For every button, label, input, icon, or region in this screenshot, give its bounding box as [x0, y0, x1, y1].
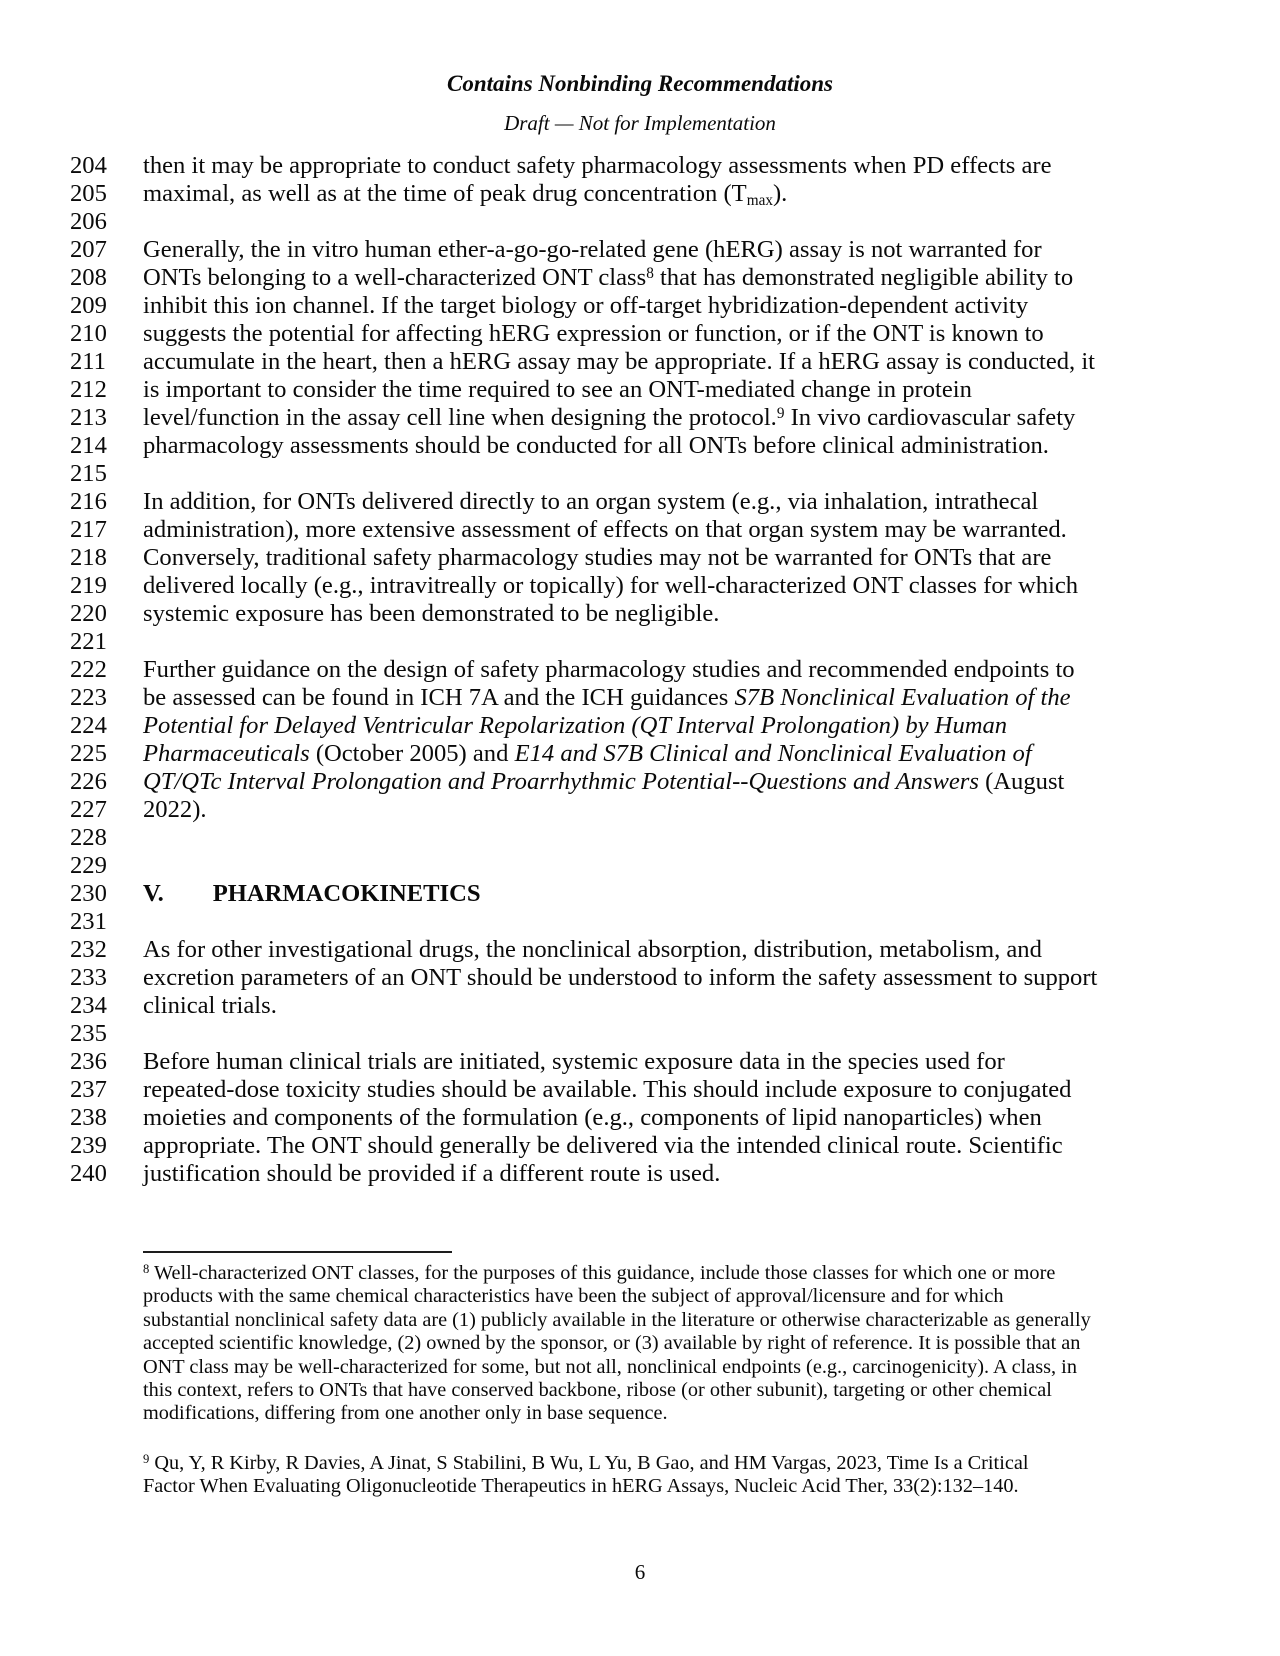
text-segment: accumulate in the heart, then a hERG assay may be appropriate. If a hERG assay is conducted, it: [143, 348, 1095, 375]
line-number: 211: [70, 348, 106, 375]
text-segment: ).: [772, 180, 788, 207]
line-number: 210: [70, 320, 107, 347]
line-text: [143, 1076, 1071, 1104]
text-segment: Further guidance on the design of safety pharmacology studies and recommended endpoints to: [143, 656, 1075, 683]
line-number: 232: [70, 936, 107, 963]
text-segment: level/function in the assay cell line when designing the protocol.: [143, 404, 777, 431]
text-segment: then it may be appropriate to conduct safety pharmacology assessments when PD effects are: [143, 152, 1052, 179]
text-segment: (August: [978, 768, 1065, 795]
page-number: 6: [634, 1560, 646, 1584]
text-segment: QT/QTc Interval Prolongation and Proarrhythmic Potential--Questions and Answers: [143, 768, 979, 795]
line-text: [143, 488, 1038, 516]
line-number: 217: [70, 516, 107, 543]
body-line: [0, 572, 1280, 600]
line-number: 234: [70, 992, 107, 1019]
text-segment: systemic exposure has been demonstrated to be negligible.: [143, 600, 720, 627]
text-segment: appropriate. The ONT should generally be delivered via the intended clinical route. Scientific: [143, 1132, 1063, 1159]
text-segment: be assessed can be found in ICH 7A and the ICH guidances: [143, 684, 735, 711]
line-text: [143, 320, 1044, 348]
body-line: [0, 488, 1280, 516]
line-text: [143, 236, 1042, 264]
body-line: [0, 936, 1280, 964]
footnotes-block: [143, 1262, 1183, 1499]
line-text: [143, 712, 1007, 740]
body-line: [0, 236, 1280, 264]
text-segment: 8: [646, 264, 654, 282]
footnote: [143, 1262, 1183, 1426]
text-segment: As for other investigational drugs, the nonclinical absorption, distribution, metabolism, and: [143, 936, 1042, 963]
line-number: 226: [70, 768, 107, 795]
line-text: [143, 768, 1064, 796]
body-line: [0, 824, 1280, 852]
footnote-line: $^9$ Qu, Y, R Kirby, R Davies, A Jinat, S Stabilini, B Wu, L Yu, B Gao, and HM Vargas, 2023, Time Is a Critical: [143, 1451, 1029, 1474]
text-segment: S7B Nonclinical Evaluation of the: [734, 684, 1071, 711]
text-segment: E14 and S7B Clinical and Nonclinical Evaluation of: [514, 740, 1032, 767]
header-subtitle: Draft — Not for Implementation: [504, 111, 776, 135]
body-line: [0, 348, 1280, 376]
line-number: 223: [70, 684, 107, 711]
line-number: 221: [70, 628, 107, 655]
line-number: 230: [70, 880, 107, 907]
text-segment: administration), more extensive assessment of effects on that organ system may be warranted.: [143, 516, 1067, 543]
line-number: 204: [70, 152, 107, 179]
body-line: [0, 712, 1280, 740]
body-line: [0, 208, 1280, 236]
line-text: [143, 432, 1049, 460]
text-segment: Generally, the in vitro human ether-a-go-go-related gene (hERG) assay is not warranted for: [143, 236, 1042, 263]
text-segment: pharmacology assessments should be conducted for all ONTs before clinical administration.: [143, 432, 1049, 459]
body-line: [0, 264, 1280, 292]
body-line: [0, 432, 1280, 460]
line-text: [143, 796, 207, 824]
text-segment: 9: [776, 404, 785, 422]
line-number: 240: [70, 1160, 107, 1187]
line-text: [143, 544, 1051, 572]
line-number: 231: [70, 908, 107, 935]
line-number: 205: [70, 180, 107, 207]
footnote-marker: 9: [143, 1451, 150, 1466]
text-segment: ONTs belonging to a well-characterized ONT class: [143, 264, 647, 291]
line-text: [143, 1104, 1042, 1132]
text-segment: Before human clinical trials are initiated, systemic exposure data in the species used for: [143, 1048, 1005, 1075]
text-segment: that has demonstrated negligible ability to: [653, 264, 1074, 291]
line-text: [143, 740, 1032, 768]
line-text: [143, 992, 277, 1020]
text-segment: moieties and components of the formulation (e.g., components of lipid nanoparticles) when: [143, 1104, 1042, 1131]
text-segment: repeated-dose toxicity studies should be available. This should include exposure to conjugated: [143, 1076, 1072, 1103]
text-segment: PHARMACOKINETICS: [212, 880, 481, 907]
body-line: [0, 740, 1280, 768]
line-text: [143, 152, 1052, 180]
line-number: 225: [70, 740, 107, 767]
line-number: 233: [70, 964, 107, 991]
body-line: [0, 1048, 1280, 1076]
footnote-line: substantial nonclinical safety data are (1) publicly available in the literature or otherwise characterizable as generally: [143, 1308, 1091, 1331]
line-text: [143, 292, 1028, 320]
body-line: [0, 628, 1280, 656]
line-number: 209: [70, 292, 107, 319]
header-title: Contains Nonbinding Recommendations: [447, 71, 833, 96]
line-number: 206: [70, 208, 107, 235]
footnote-marker: 8: [143, 1261, 150, 1276]
body-line: [0, 404, 1280, 432]
line-text: [143, 880, 481, 908]
footnote: [143, 1452, 1183, 1499]
text-segment: suggests the potential for affecting hERG expression or function, or if the ONT is known to: [143, 320, 1044, 347]
text-segment: V.: [143, 880, 164, 907]
text-segment: maximal, as well as at the time of peak drug concentration (T: [143, 180, 747, 207]
footnote-line: products with the same chemical characteristics have been the subject of approval/licensure and for which: [143, 1285, 1004, 1308]
line-text: [143, 1160, 720, 1188]
footnote-line: ONT class may be well-characterized for some, but not all, nonclinical endpoints (e.g., carcinogenicity). A class, in: [143, 1355, 1077, 1378]
text-segment: is important to consider the time required to see an ONT-mediated change in protein: [143, 376, 972, 403]
text-segment: Potential for Delayed Ventricular Repolarization (QT Interval Prolongation) by Human: [143, 712, 1008, 739]
text-segment: 2022).: [143, 796, 207, 823]
text-segment: clinical trials.: [143, 992, 277, 1019]
body-line: [0, 376, 1280, 404]
line-text: [143, 348, 1095, 376]
body-line: [0, 852, 1280, 880]
body-line: [0, 180, 1280, 208]
line-number: 218: [70, 544, 107, 571]
text-segment: In vivo cardiovascular safety: [784, 404, 1076, 431]
body-line: [0, 600, 1280, 628]
body-line: [0, 1020, 1280, 1048]
line-text: [143, 180, 787, 208]
line-number: 213: [70, 404, 107, 431]
line-text: [143, 1132, 1063, 1160]
text-segment: excretion parameters of an ONT should be understood to inform the safety assessment to support: [143, 964, 1098, 991]
line-number: 237: [70, 1076, 107, 1103]
line-number: 238: [70, 1104, 107, 1131]
line-text: [143, 684, 1071, 712]
body-line: [0, 1076, 1280, 1104]
body-line: [0, 768, 1280, 796]
body-line: [0, 1160, 1280, 1188]
line-text: [143, 656, 1075, 684]
line-text: [143, 936, 1042, 964]
body-line: [0, 964, 1280, 992]
text-segment: max: [746, 192, 773, 210]
line-number: 228: [70, 824, 107, 851]
footnote-separator: [143, 1251, 452, 1253]
line-text: [143, 404, 1075, 432]
line-number: 215: [70, 460, 107, 487]
line-text: [143, 964, 1097, 992]
body-line: [0, 880, 1280, 908]
line-number: 227: [70, 796, 107, 823]
text-segment: Conversely, traditional safety pharmacology studies may not be warranted for ONTs that are: [143, 544, 1052, 571]
body-line: [0, 1104, 1280, 1132]
line-number: 222: [70, 656, 107, 683]
line-number: 236: [70, 1048, 107, 1075]
line-number: 216: [70, 488, 107, 515]
line-number: 219: [70, 572, 107, 599]
body-line: [0, 992, 1280, 1020]
line-text: [143, 376, 972, 404]
text-segment: In addition, for ONTs delivered directly to an organ system (e.g., via inhalation, intrathecal: [143, 488, 1039, 515]
footnote-line: $^8$ Well-characterized ONT classes, for the purposes of this guidance, include those classes for which one or more: [143, 1261, 1056, 1284]
line-number: 224: [70, 712, 107, 739]
line-number: 220: [70, 600, 107, 627]
line-number: 235: [70, 1020, 107, 1047]
footnote-line: Factor When Evaluating Oligonucleotide Therapeutics in hERG Assays, Nucleic Acid Ther, 33(2):132–140.: [143, 1475, 1019, 1498]
body-line: [0, 320, 1280, 348]
line-text: [143, 516, 1067, 544]
footnote-line: modifications, differing from one another only in base sequence.: [143, 1402, 668, 1425]
body-line: [0, 684, 1280, 712]
line-number: 207: [70, 236, 107, 263]
line-text: [143, 600, 719, 628]
text-segment: inhibit this ion channel. If the target biology or off-target hybridization-dependent activity: [143, 292, 1029, 319]
body-text-block: [0, 152, 1280, 1188]
body-line: [0, 460, 1280, 488]
body-line: [0, 152, 1280, 180]
line-number: 214: [70, 432, 107, 459]
text-segment: (October 2005) and: [309, 740, 515, 767]
text-segment: justification should be provided if a different route is used.: [143, 1160, 721, 1187]
body-line: [0, 292, 1280, 320]
body-line: [0, 796, 1280, 824]
footnote-line: accepted scientific knowledge, (2) owned by the sponsor, or (3) available by right of reference. It is possible that an: [143, 1332, 1081, 1355]
text-segment: delivered locally (e.g., intravitreally or topically) for well-characterized ONT classes for which: [143, 572, 1079, 599]
line-number: 239: [70, 1132, 107, 1159]
line-text: [143, 264, 1073, 292]
line-text: [143, 1048, 1005, 1076]
line-number: 212: [70, 376, 107, 403]
body-line: [0, 908, 1280, 936]
line-number: 229: [70, 852, 107, 879]
line-text: [143, 572, 1078, 600]
body-line: [0, 544, 1280, 572]
text-segment: Pharmaceuticals: [143, 740, 310, 767]
line-number: 208: [70, 264, 107, 291]
body-line: [0, 656, 1280, 684]
footnote-line: this context, refers to ONTs that have conserved backbone, ribose (or other subunit), targeting or other chemical: [143, 1378, 1052, 1401]
body-line: [0, 516, 1280, 544]
body-line: [0, 1132, 1280, 1160]
